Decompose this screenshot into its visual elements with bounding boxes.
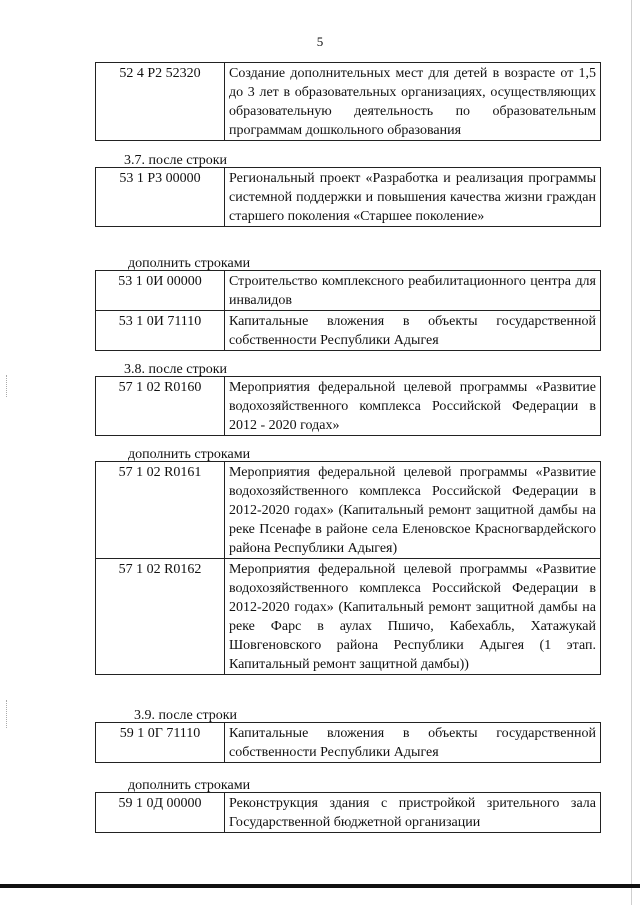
budget-description: Региональный проект «Разработка и реализация программы системной поддержки и повышения качества жизни граждан старшего поколения «Старшее поколение» bbox=[225, 168, 601, 227]
budget-table-6 bbox=[95, 792, 601, 833]
budget-description: Создание дополнительных мест для детей в возрасте от 1,5 до 3 лет в образовательных организациях, осуществляющих образовательную деятельность по образовательным программам дошкольного образования bbox=[225, 63, 601, 141]
budget-description: Мероприятия федеральной целевой программы «Развитие водохозяйственного комплекса Российской Федерации в 2012 - 2020 годах» bbox=[225, 377, 601, 436]
budget-table-3 bbox=[95, 376, 601, 436]
budget-table-5 bbox=[95, 722, 601, 763]
table-row bbox=[96, 723, 601, 763]
section-label-3-9: 3.9. после строки bbox=[134, 708, 238, 723]
section-label-3-7: 3.7. после строки bbox=[124, 153, 228, 168]
budget-description: Мероприятия федеральной целевой программы «Развитие водохозяйственного комплекса Российской Федерации в 2012-2020 годах» (Капитальный ремонт защитной дамбы на реке Псенафе в районе села Еленовское Красногвардейского района Республики Адыгея) bbox=[225, 462, 601, 559]
scan-edge-line bbox=[631, 0, 632, 905]
budget-code: 57 1 02 R0161 bbox=[96, 462, 225, 559]
section-label-append: дополнить строками bbox=[128, 778, 251, 793]
table-row bbox=[96, 311, 601, 351]
scan-margin-mark bbox=[6, 375, 8, 397]
section-label-append: дополнить строками bbox=[128, 256, 251, 271]
budget-description: Реконструкция здания с пристройкой зрительного зала Государственной бюджетной организации bbox=[225, 793, 601, 833]
budget-code: 57 1 02 R0162 bbox=[96, 559, 225, 675]
table-row bbox=[96, 63, 601, 141]
page-number: 5 bbox=[316, 34, 324, 49]
budget-code: 53 1 0И 71110 bbox=[96, 311, 225, 351]
budget-table-0 bbox=[95, 62, 601, 141]
section-label-3-8: 3.8. после строки bbox=[124, 362, 228, 377]
budget-code: 57 1 02 R0160 bbox=[96, 377, 225, 436]
table-row bbox=[96, 271, 601, 311]
budget-code: 53 1 P3 00000 bbox=[96, 168, 225, 227]
budget-table-4 bbox=[95, 461, 601, 675]
budget-code: 53 1 0И 00000 bbox=[96, 271, 225, 311]
budget-description: Капитальные вложения в объекты государственной собственности Республики Адыгея bbox=[225, 311, 601, 351]
budget-description: Мероприятия федеральной целевой программы «Развитие водохозяйственного комплекса Российской Федерации в 2012-2020 годах» (Капитальный ремонт защитной дамбы на реке Фарс в аулах Пшичо, Кабехабль, Хатажукай Шовгеновского района Республики Адыгея (1 этап. Капитальный ремонт защитной дамбы)) bbox=[225, 559, 601, 675]
budget-code: 59 1 0Г 71110 bbox=[96, 723, 225, 763]
budget-description: Строительство комплексного реабилитационного центра для инвалидов bbox=[225, 271, 601, 311]
section-label-append: дополнить строками bbox=[128, 447, 251, 462]
budget-code: 59 1 0Д 00000 bbox=[96, 793, 225, 833]
table-row bbox=[96, 559, 601, 675]
table-row bbox=[96, 462, 601, 559]
table-row bbox=[96, 168, 601, 227]
budget-description: Капитальные вложения в объекты государственной собственности Республики Адыгея bbox=[225, 723, 601, 763]
scan-bottom-bar bbox=[0, 884, 640, 888]
scan-margin-mark bbox=[6, 700, 8, 728]
budget-table-1 bbox=[95, 167, 601, 227]
budget-code: 52 4 P2 52320 bbox=[96, 63, 225, 141]
budget-table-2 bbox=[95, 270, 601, 351]
table-row bbox=[96, 377, 601, 436]
table-row bbox=[96, 793, 601, 833]
